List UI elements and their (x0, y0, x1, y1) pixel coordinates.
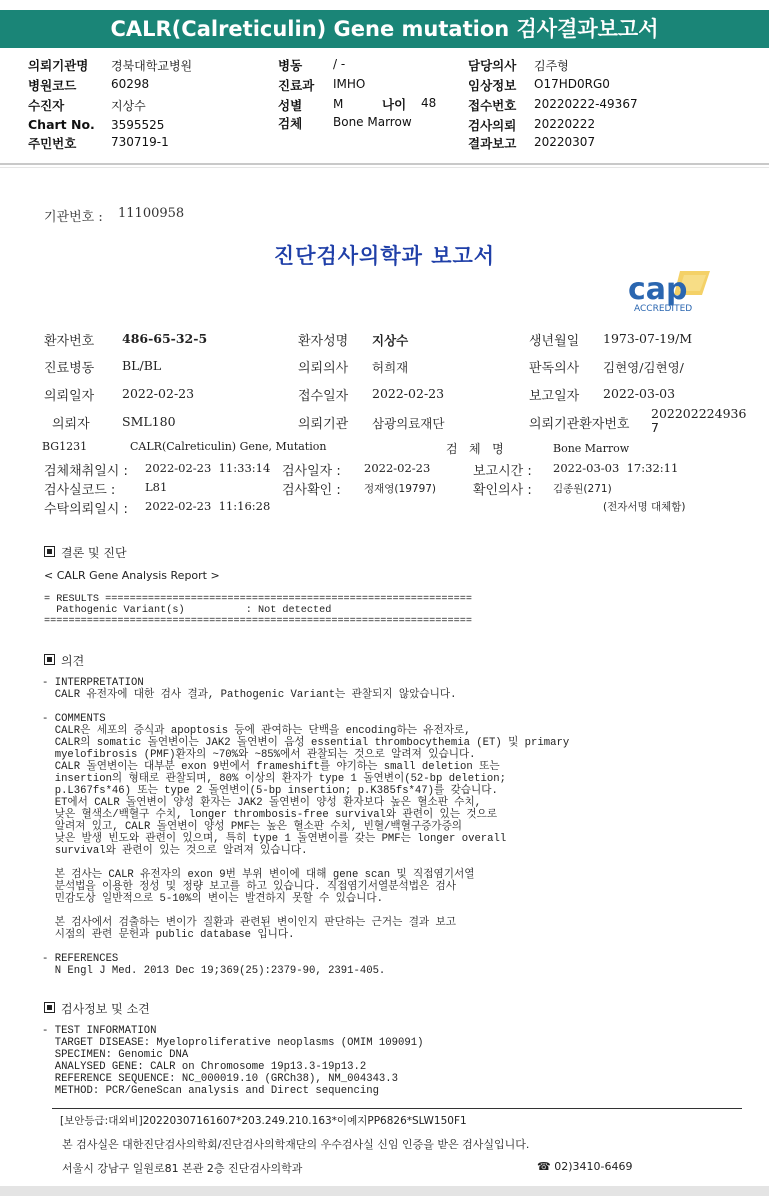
report-time-label: 보고시간 : (473, 464, 532, 479)
text-line: ====================================================================== (44, 616, 472, 627)
page-bottom-strip (0, 1186, 769, 1196)
consign-time-label: 수탁의뢰일시 : (44, 502, 128, 517)
footer-divider (52, 1108, 742, 1109)
header-label: 임상정보 (468, 78, 517, 93)
specimen-name-label: 검 체 명 (446, 442, 504, 456)
patient-field-label: 판독의사 (529, 361, 580, 376)
patient-field-label: 환자번호 (44, 334, 95, 349)
lab-code-value: L81 (145, 480, 168, 494)
lab-phone-number: 02)3410-6469 (554, 1160, 633, 1173)
section-result-heading (44, 544, 127, 561)
text-line: CALR은 세포의 증식과 apoptosis 등에 관여하는 단백을 encoding하는 유전자로, (42, 725, 471, 737)
patient-field-label: 의뢰기관환자번호 (529, 417, 630, 432)
text-line: p.L367fs*46) 또는 type 2 돌연변이(5-bp insertion; p.K385fs*47)를 갖습니다. (42, 785, 498, 797)
header-value: O17HD0RG0 (534, 77, 610, 91)
patient-field-value: 202202224936 (651, 406, 747, 421)
patient-field-label: 의뢰기관 (298, 417, 349, 432)
info-block (42, 1025, 423, 1097)
header-value: 730719-1 (111, 135, 169, 149)
text-line (42, 701, 569, 713)
confirm-doctor-value: 김종원(271) (553, 483, 612, 495)
patient-field-value: SML180 (122, 414, 176, 429)
header-value: 3595525 (111, 118, 165, 132)
text-line: = RESULTS ============================================================ (44, 594, 472, 605)
cap-logo-icon (622, 265, 718, 315)
text-line: - INTERPRETATION (42, 677, 144, 689)
patient-field-value: 1973-07-19/M (603, 331, 693, 346)
section-bullet-icon (44, 1002, 55, 1013)
text-line: - REFERENCES (42, 953, 119, 965)
header-label: 검체 (278, 116, 303, 131)
header-value: 김주형 (534, 59, 569, 73)
header-value: 경북대학교병원 (111, 59, 193, 73)
text-line: < CALR Gene Analysis Report > (44, 569, 220, 582)
text-line: Pathogenic Variant(s) : Not detected (44, 605, 332, 616)
lab-code-label: 검사실코드 : (44, 483, 116, 498)
e-signature-note: (전자서명 대체함) (603, 501, 686, 513)
text-line: REFERENCE SEQUENCE: NC_000019.10 (GRCh38), NM_004343.3 (42, 1073, 399, 1085)
header-value: 20220222-49367 (534, 97, 638, 111)
text-line: SPECIMEN: Genomic DNA (42, 1049, 189, 1061)
header-label: 병동 (278, 58, 303, 73)
text-line: 민감도상 일반적으로 5-10%의 변이는 발견하지 못할 수 있습니다. (42, 893, 383, 905)
header-divider-shadow (0, 167, 769, 168)
header-value: 20220222 (534, 117, 596, 131)
patient-field-value: 허희재 (372, 360, 409, 375)
section-info-heading (44, 1000, 150, 1017)
header-value: / - (333, 57, 346, 71)
institution-number: 11100958 (118, 206, 185, 221)
test-code: BG1231 (42, 440, 88, 453)
text-line: CALR 돌연변이는 대부분 exon 9번에서 frameshift를 야기하는 small deletion 또는 (42, 761, 500, 773)
test-date-value: 2022-02-23 (364, 461, 431, 475)
patient-field-label: 의뢰일자 (44, 389, 95, 404)
test-confirm-value: 정재영(19797) (364, 483, 437, 495)
report-header-title: CALR(Calreticulin) Gene mutation 검사결과보고서 (0, 10, 769, 48)
text-line: 낮은 혈색소/백혈구 수치, longer thrombosis-free survival와 관련이 있는 것으로 (42, 809, 498, 821)
result-block (44, 570, 472, 627)
test-confirm-label: 검사확인 : (282, 483, 341, 498)
report-time-value: 2022-03-03 17:32:11 (553, 461, 679, 475)
text-line (42, 857, 569, 869)
text-line: - TEST INFORMATION (42, 1025, 157, 1037)
patient-field-label: 보고일자 (529, 389, 580, 404)
collect-time-value: 2022-02-23 11:33:14 (145, 461, 271, 475)
text-line: insertion의 형태로 관찰되며, 80% 이상의 환자가 type 1 돌연변이(52-bp deletion; (42, 773, 506, 785)
text-line: 분석법을 이용한 정성 및 정량 보고를 하고 있습니다. 직접염기서열분석법은 검사 (42, 881, 456, 893)
text-line: METHOD: PCR/GeneScan analysis and Direct sequencing (42, 1085, 379, 1097)
section-opinion-heading (44, 652, 84, 669)
section-info-title: 검사정보 및 소견 (61, 1002, 150, 1016)
test-date-label: 검사일자 : (282, 464, 341, 479)
phone-icon: ☎ (537, 1160, 555, 1173)
section-opinion-title: 의견 (61, 654, 85, 668)
patient-field-value: 2022-03-03 (603, 386, 676, 401)
text-line: CALR의 somatic 돌연변이는 JAK2 돌연변이 음성 essential thrombocythemia (ET) 및 primary (42, 737, 570, 749)
header-label: 결과보고 (468, 136, 517, 151)
patient-field-value: 김현영/김현영/ (603, 360, 684, 375)
consign-time-value: 2022-02-23 11:16:28 (145, 499, 271, 513)
cap-logo-text: cap (628, 272, 688, 307)
header-label: Chart No. (28, 117, 95, 132)
text-line: 본 검사는 CALR 유전자의 exon 9번 부위 변이에 대해 gene scan 및 직접염기서열 (42, 869, 475, 881)
header-value: 20220307 (534, 135, 596, 149)
section-bullet-icon (44, 654, 55, 665)
patient-field-label: 진료병동 (44, 361, 95, 376)
lab-address: 서울시 강남구 일원로81 본관 2층 진단검사의학과 (62, 1162, 303, 1175)
ref-patient-number-wrap: 7 (651, 420, 659, 435)
patient-field-value: 삼광의료재단 (372, 416, 445, 431)
patient-field-value: 지상수 (372, 333, 409, 348)
cap-accredited-logo (612, 246, 708, 314)
text-line: TARGET DISEASE: Myeloproliferative neoplasms (OMIM 109091) (42, 1037, 424, 1049)
patient-field-label: 접수일자 (298, 389, 349, 404)
institution-label: 기관번호 : (44, 210, 103, 225)
patient-field-value: 486-65-32-5 (122, 331, 208, 346)
header-label: 병원코드 (28, 78, 77, 93)
specimen-name-value: Bone Marrow (553, 442, 630, 455)
test-name: CALR(Calreticulin) Gene, Mutation (130, 440, 327, 453)
patient-field-label: 환자성명 (298, 334, 349, 349)
text-line: survival와 관련이 있는 것으로 알려져 있습니다. (42, 845, 308, 857)
header-value: IMHO (333, 77, 366, 91)
patient-field-value: 2022-02-23 (372, 386, 445, 401)
opinion-block (42, 677, 569, 977)
text-line: myelofibrosis (PMF)환자의 ~70%와 ~85%에서 관찰되는 것으로 알려져 있습니다. (42, 749, 476, 761)
text-line: CALR 유전자에 대한 검사 결과, Pathogenic Variant는 관찰되지 않았습니다. (42, 689, 457, 701)
text-line: ET에서 CALR 돌연변이 양성 환자는 JAK2 돌연변이 양성 환자보다 높은 혈소판 수치, (42, 797, 482, 809)
header-label: 검사의뢰 (468, 118, 517, 133)
certification-note: 본 검사실은 대한진단검사의학회/진단검사의학재단의 우수검사실 신임 인증을 받은 검사실입니다. (62, 1138, 530, 1151)
header-label: 담당의사 (468, 58, 517, 73)
text-line: N Engl J Med. 2013 Dec 19;369(25):2379-90, 2391-405. (42, 965, 386, 977)
age-value: 48 (421, 96, 437, 110)
age-label: 나이 (382, 97, 407, 112)
text-line: - COMMENTS (42, 713, 106, 725)
patient-field-value: BL/BL (122, 358, 162, 373)
header-value: 지상수 (111, 99, 146, 113)
header-label: 의뢰기관명 (28, 58, 89, 73)
patient-field-label: 의뢰의사 (298, 361, 349, 376)
text-line: 본 검사에서 검출하는 변이가 질환과 관련된 변이인지 판단하는 근거는 결과 보고 (42, 917, 456, 929)
header-label: 주민번호 (28, 136, 77, 151)
header-value: M (333, 97, 344, 111)
header-value: 60298 (111, 77, 150, 91)
text-line: ANALYSED GENE: CALR on Chromosome 19p13.3-19p13.2 (42, 1061, 367, 1073)
header-label: 수진자 (28, 98, 65, 113)
lab-phone (537, 1160, 632, 1173)
patient-field-value: 2022-02-23 (122, 386, 195, 401)
header-label: 성별 (278, 98, 303, 113)
section-bullet-icon (44, 546, 55, 557)
patient-field-label: 의뢰자 (52, 417, 90, 432)
text-line (42, 941, 569, 953)
text-line: 시점의 관련 문헌과 public database 입니다. (42, 929, 295, 941)
text-line: 알려져 있고, CALR 돌연변이 양성 PMF는 높은 혈소판 수치, 빈혈/백혈구증가증의 (42, 821, 463, 833)
collect-time-label: 검체채취일시 : (44, 464, 128, 479)
header-value: Bone Marrow (333, 115, 412, 129)
text-line: 낮은 발생 빈도와 관련이 있으며, 특히 type 1 돌연변이를 갖는 PMF는 longer overall (42, 833, 507, 845)
report-title: 진단검사의학과 보고서 (273, 244, 496, 268)
header-label: 접수번호 (468, 98, 517, 113)
header-label: 진료과 (278, 78, 315, 93)
cap-accredited-text: ACCREDITED (634, 304, 693, 314)
section-result-title: 결론 및 진단 (61, 546, 127, 560)
confirm-doctor-label: 확인의사 : (473, 483, 532, 498)
header-divider (0, 163, 769, 165)
patient-field-label: 생년월일 (529, 334, 580, 349)
text-line (42, 905, 569, 917)
security-grade: [보안등급:대외비]20220307161607*203.249.210.163*이예지PP6826*SLW150F1 (60, 1115, 467, 1127)
